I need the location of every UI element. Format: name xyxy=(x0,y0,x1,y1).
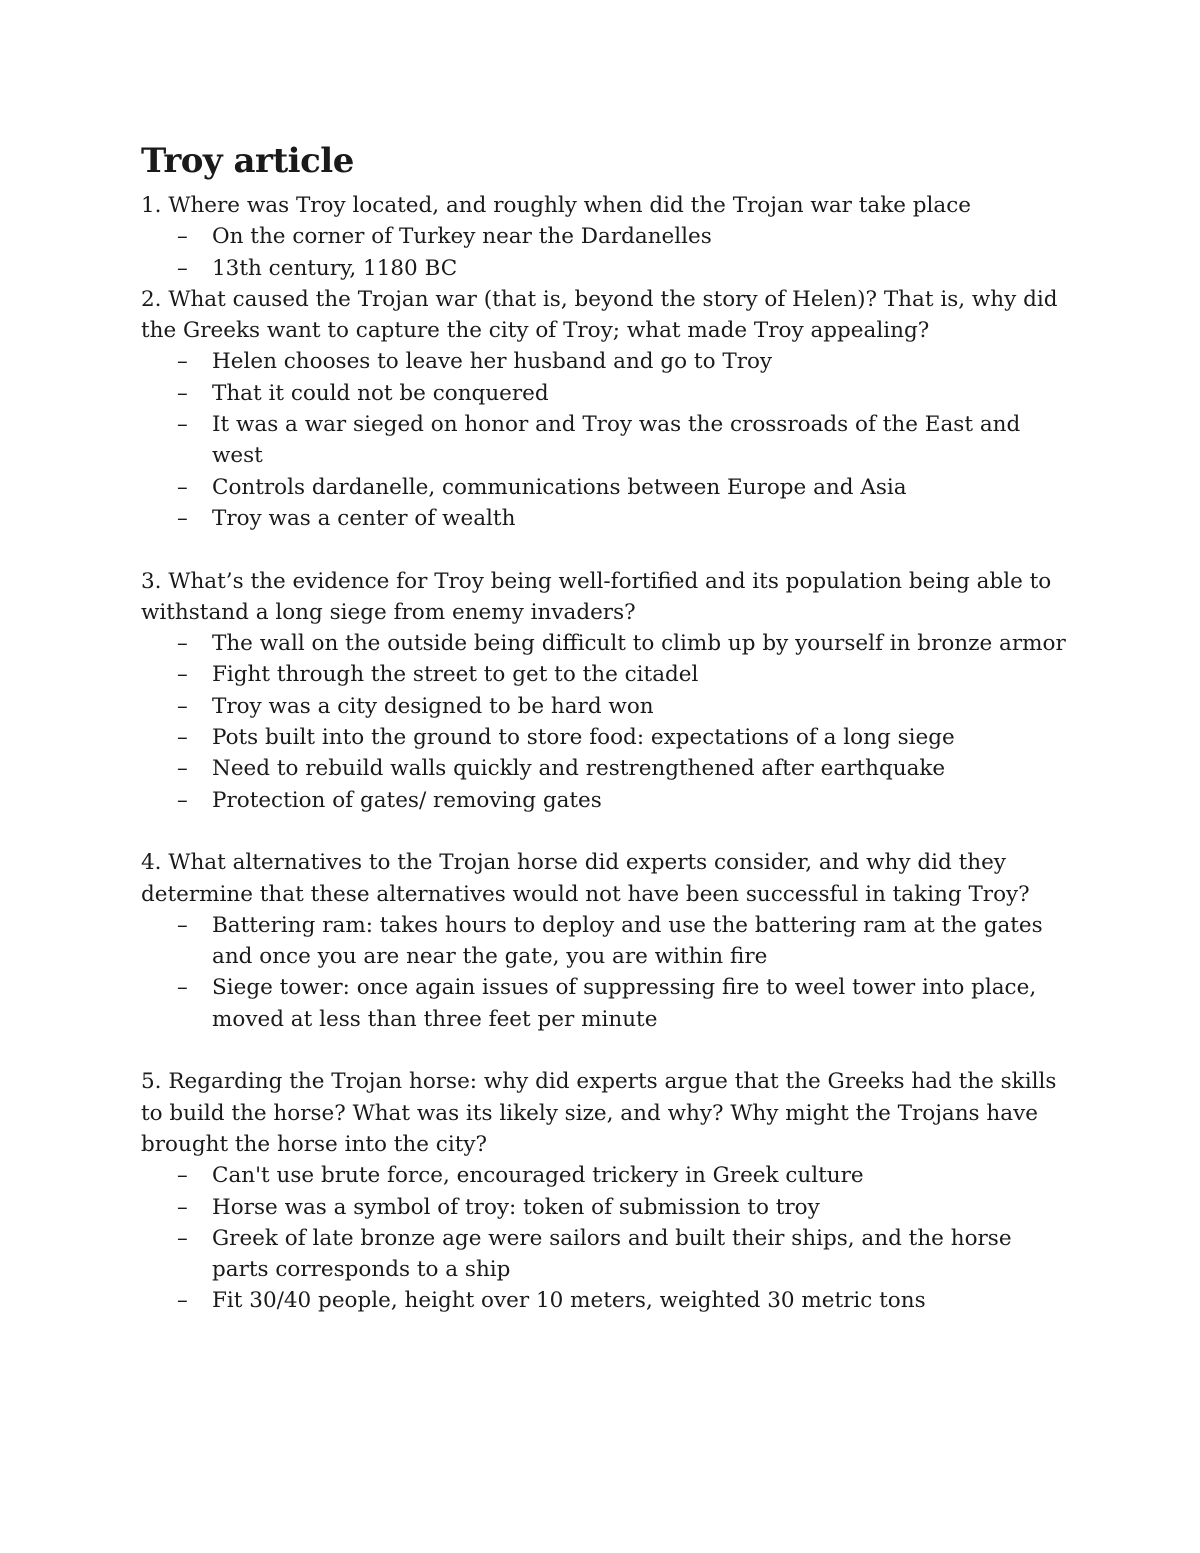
answer-text: Troy was a city designed to be hard won xyxy=(212,693,654,719)
document-title: Troy article xyxy=(141,141,354,181)
dash-bullet-icon: – xyxy=(177,349,188,375)
question-text: 3. What’s the evidence for Troy being well-fortified and its population being able to withstand a long siege from enemy invaders? xyxy=(141,568,1052,625)
answer-text: Helen chooses to leave her husband and go to Troy xyxy=(212,349,773,375)
answer-text: It was a war sieged on honor and Troy was the crossroads of the East and west xyxy=(212,412,1021,469)
dash-bullet-icon: – xyxy=(177,1288,188,1314)
answer-text: Controls dardanelle, communications between Europe and Asia xyxy=(212,474,907,500)
answer-text: Can't use brute force, encouraged trickery in Greek culture xyxy=(212,1163,864,1189)
dash-bullet-icon: – xyxy=(177,380,188,406)
answer-list xyxy=(141,628,1071,816)
question-text: 1. Where was Troy located, and roughly when did the Trojan war take place xyxy=(141,193,972,218)
question-text: 5. Regarding the Trojan horse: why did experts argue that the Greeks had the skills to build the horse? What was its likely size, and why? Why might the Trojans have brought the horse into the city? xyxy=(141,1069,1057,1157)
answer-text: Greek of late bronze age were sailors and built their ships, and the horse parts corresponds to a ship xyxy=(212,1225,1012,1283)
answer-list xyxy=(141,221,1071,284)
question-list xyxy=(141,190,1071,1317)
answer-text: On the corner of Turkey near the Dardanelles xyxy=(212,224,712,250)
answer-text: Protection of gates/ removing gates xyxy=(212,787,602,813)
answer-item xyxy=(141,409,1071,472)
answer-text: Fight through the street to get to the citadel xyxy=(212,662,699,688)
answer-text: Horse was a symbol of troy: token of submission to troy xyxy=(212,1194,820,1220)
answer-text: 13th century, 1180 BC xyxy=(212,255,458,281)
answer-item xyxy=(141,253,1071,284)
answer-text: Fit 30/40 people, height over 10 meters, weighted 30 metric tons xyxy=(212,1288,926,1314)
answer-item xyxy=(141,1223,1071,1286)
question-section xyxy=(141,566,1071,816)
dash-bullet-icon: – xyxy=(177,725,188,751)
question-section xyxy=(141,190,1071,284)
section-gap xyxy=(141,534,1071,565)
answer-text: Need to rebuild walls quickly and restrengthened after earthquake xyxy=(212,756,946,782)
answer-item xyxy=(141,1285,1071,1316)
answer-item xyxy=(141,910,1071,973)
dash-bullet-icon: – xyxy=(177,975,188,1001)
answer-item xyxy=(141,378,1071,409)
dash-bullet-icon: – xyxy=(177,474,188,500)
question-text: 2. What caused the Trojan war (that is, beyond the story of Helen)? That is, why did the Greeks want to capture the city of Troy; what made Troy appealing? xyxy=(141,286,1058,344)
dash-bullet-icon: – xyxy=(177,631,188,657)
answer-list xyxy=(141,346,1071,534)
dash-bullet-icon: – xyxy=(177,756,188,782)
answer-item xyxy=(141,659,1071,690)
dash-bullet-icon: – xyxy=(177,1194,188,1220)
answer-list xyxy=(141,1160,1071,1316)
document-page xyxy=(141,140,1071,1317)
answer-item xyxy=(141,785,1071,816)
answer-item xyxy=(141,1192,1071,1223)
dash-bullet-icon: – xyxy=(177,224,188,250)
answer-text: The wall on the outside being difficult to climb up by yourself in bronze armor xyxy=(212,631,1066,657)
answer-item xyxy=(141,503,1071,534)
answer-item xyxy=(141,753,1071,784)
answer-text: Pots built into the ground to store food: expectations of a long siege xyxy=(212,725,955,751)
question-section xyxy=(141,847,1071,1035)
answer-text: That it could not be conquered xyxy=(212,380,549,406)
dash-bullet-icon: – xyxy=(177,1163,188,1189)
answer-text: Troy was a center of wealth xyxy=(212,505,516,531)
answer-text: Battering ram: takes hours to deploy and use the battering ram at the gates and once you are near the gate, you are within fire xyxy=(212,912,1043,970)
dash-bullet-icon: – xyxy=(177,662,188,688)
answer-text: Siege tower: once again issues of suppressing fire to weel tower into place, moved at less than three feet per minute xyxy=(212,975,1037,1032)
dash-bullet-icon: – xyxy=(177,787,188,813)
dash-bullet-icon: – xyxy=(177,412,188,438)
dash-bullet-icon: – xyxy=(177,1225,188,1251)
answer-item xyxy=(141,972,1071,1035)
section-gap xyxy=(141,1035,1071,1066)
dash-bullet-icon: – xyxy=(177,255,188,281)
question-section xyxy=(141,1066,1071,1316)
section-gap xyxy=(141,816,1071,847)
dash-bullet-icon: – xyxy=(177,505,188,531)
question-section xyxy=(141,284,1071,534)
answer-item xyxy=(141,691,1071,722)
dash-bullet-icon: – xyxy=(177,693,188,719)
dash-bullet-icon: – xyxy=(177,912,188,938)
answer-item xyxy=(141,1160,1071,1191)
answer-item xyxy=(141,346,1071,377)
answer-item xyxy=(141,722,1071,753)
answer-item xyxy=(141,628,1071,659)
answer-item xyxy=(141,221,1071,252)
answer-list xyxy=(141,910,1071,1035)
answer-item xyxy=(141,472,1071,503)
question-text: 4. What alternatives to the Trojan horse did experts consider, and why did they determine that these alternatives would not have been successful in taking Troy? xyxy=(141,850,1030,907)
